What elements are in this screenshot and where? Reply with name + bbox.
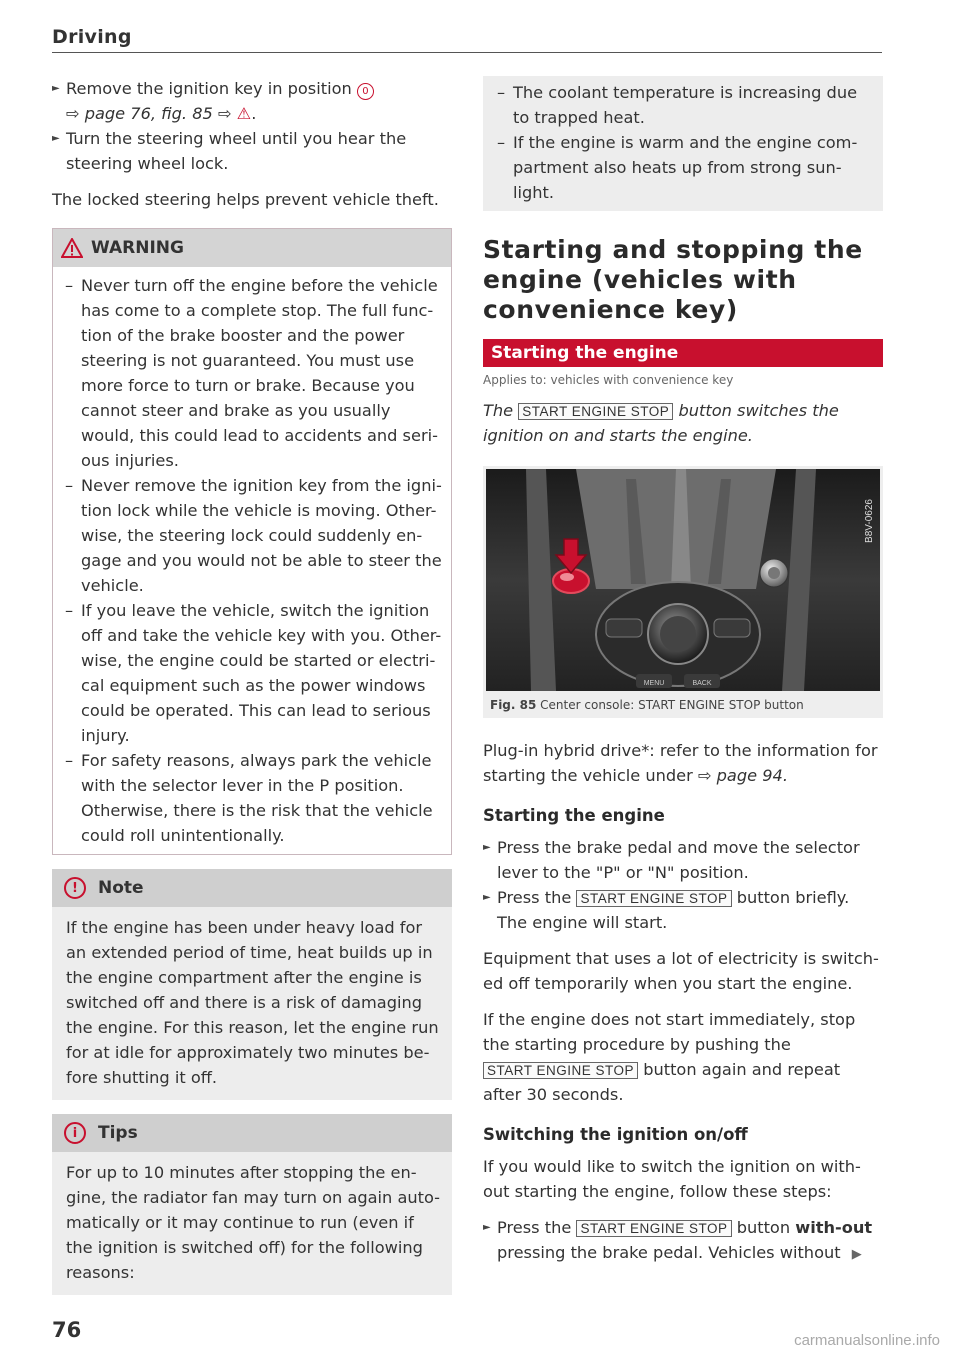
tips-box xyxy=(52,1114,452,1295)
page-header xyxy=(52,26,882,53)
warning-item: – If you leave the vehicle, switch the ignition off and take the vehicle key with you. Other-wise, the engine could be started or electri-cal equipment such as the power windows could be operated. This can lead to serious injury. xyxy=(53,598,445,748)
equipment-paragraph: Equipment that uses a lot of electricity is switch-ed off temporarily when you start the engine. xyxy=(483,949,879,993)
position-0-icon: 0 xyxy=(357,83,374,100)
note-header xyxy=(52,869,452,907)
center-console-image xyxy=(486,469,880,691)
note-exclamation-icon: ! xyxy=(64,877,86,899)
warning-header xyxy=(53,229,451,267)
left-column xyxy=(52,76,452,1295)
start-engine-stop-key: START ENGINE STOP xyxy=(576,1220,731,1237)
subheading-bar: Starting the engine xyxy=(483,339,883,367)
page-reference-link[interactable]: ⇨ page 76, fig. 85 ⇨ xyxy=(66,104,232,123)
figure-85 xyxy=(483,466,883,718)
reason-item: – If the engine is warm and the engine com-partment also heats up from strong sun-light. xyxy=(485,130,873,205)
figure-code: B8V-0626 xyxy=(864,499,875,543)
mmi-right-button xyxy=(714,619,750,637)
start-engine-stop-key: START ENGINE STOP xyxy=(518,403,673,420)
warning-icon[interactable]: ⚠ xyxy=(236,104,252,123)
step-press-brake: ► Press the brake pedal and move the selector lever to the "P" or "N" position. xyxy=(483,835,883,885)
warning-triangle-icon xyxy=(61,238,83,258)
switching-ignition-heading: Switching the ignition on/off xyxy=(483,1125,748,1144)
tips-header xyxy=(52,1114,452,1152)
mmi-left-button xyxy=(606,619,642,637)
warning-body xyxy=(53,267,451,854)
menu-button-label: MENU xyxy=(643,680,665,687)
warning-box xyxy=(52,228,452,855)
warning-title: WARNING xyxy=(91,238,184,258)
tips-reasons-box xyxy=(483,76,883,211)
note-box xyxy=(52,869,452,1100)
note-title: Note xyxy=(98,878,144,898)
tips-text: For up to 10 minutes after stopping the en-gine, the radiator fan may turn on again auto-matically or it may continue to run (even if the ignition is switched off) for the following reasons: xyxy=(66,1163,441,1282)
figure-caption: Fig. 85 Center console: START ENGINE STOP button xyxy=(490,698,804,712)
chapter-heading: Starting and stopping the engine (vehicles with convenience key) xyxy=(483,235,863,324)
switching-paragraph: If you would like to switch the ignition on with-out starting the engine, follow these steps: xyxy=(483,1157,861,1201)
applies-to: Applies to: vehicles with convenience key xyxy=(483,373,734,387)
start-engine-stop-key: START ENGINE STOP xyxy=(576,890,731,907)
intro-lead: The START ENGINE STOP button switches the ignition on and starts the engine. xyxy=(483,401,839,445)
tips-info-icon: i xyxy=(64,1122,86,1144)
section-title: Driving xyxy=(52,26,132,48)
step-result: The engine will start. xyxy=(497,913,668,932)
hybrid-paragraph: Plug-in hybrid drive*: refer to the information for starting the vehicle under ⇨ page 94. xyxy=(483,741,878,785)
starting-engine-heading: Starting the engine xyxy=(483,806,665,825)
right-column xyxy=(483,76,883,1267)
back-button-label: BACK xyxy=(692,680,712,687)
step-press-start: ► Press the START ENGINE STOP button briefly. The engine will start. xyxy=(483,885,883,935)
step-turn-wheel: ► Turn the steering wheel until you hear the steering wheel lock. xyxy=(52,126,452,176)
tips-title: Tips xyxy=(98,1123,138,1143)
warning-item: – Never remove the ignition key from the igni-tion lock while the vehicle is moving. Other-wise, the steering lock could suddenly en-gage and you would not be able to steer the vehicle. xyxy=(53,473,445,598)
step-switch-ignition: ► Press the START ENGINE STOP button with-out pressing the brake pedal. Vehicles without ▶ xyxy=(483,1215,883,1267)
page-94-link[interactable]: ⇨ page 94. xyxy=(697,766,788,785)
reason-item: – The coolant temperature is increasing due to trapped heat. xyxy=(485,80,873,130)
warning-item: – For safety reasons, always park the vehicle with the selector lever in the P position. Otherwise, there is the risk that the vehicle could roll unintentionally. xyxy=(53,748,445,848)
continue-arrow-icon: ▶ xyxy=(851,1247,862,1262)
nostart-paragraph: If the engine does not start immediately, stop the starting procedure by pushing the START ENGINE STOP button again and repeat after 30 seconds. xyxy=(483,1010,856,1104)
watermark: carmanualsonline.info xyxy=(794,1332,940,1349)
page-number: 76 xyxy=(52,1318,82,1342)
step-remove-key: ► Remove the ignition key in position 0 ⇨ page 76, fig. 85 ⇨ ⚠. xyxy=(52,76,452,126)
start-engine-stop-key: START ENGINE STOP xyxy=(483,1062,638,1079)
note-text: If the engine has been under heavy load for an extended period of time, heat builds up in the engine compartment after the engine is switched off and there is a risk of damaging the engine. For this reason, let the engine run for at idle for approximately two minutes be-fore shutting it off. xyxy=(66,918,439,1087)
warning-item: – Never turn off the engine before the vehicle has come to a complete stop. The full func-tion of the brake booster and the power steering is not guaranteed. You must use more force to turn or brake. Because you cannot steer and brake as you usually would, this could lead to accidents and seri-ous injuries. xyxy=(53,273,445,473)
theft-paragraph: The locked steering helps prevent vehicle theft. xyxy=(52,190,439,209)
